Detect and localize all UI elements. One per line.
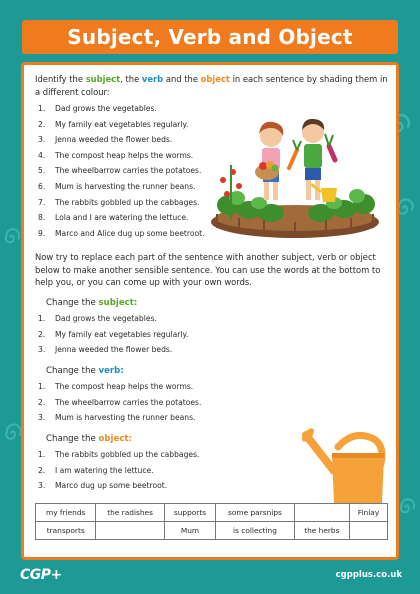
sentence-text: The wheelbarrow carries the potatoes. (55, 397, 202, 407)
footer-url-link[interactable]: cgpplus.co.uk (335, 570, 402, 580)
sentence-text: The compost heap helps the worms. (55, 382, 194, 391)
heading-colon: : (120, 366, 124, 376)
table-row (36, 522, 388, 540)
list-item[interactable] (38, 398, 201, 414)
list-item[interactable] (38, 450, 199, 466)
change-subject-heading (46, 298, 137, 308)
heading-text: Change the (46, 298, 99, 308)
sentence-text: Dad grows the vegetables. (55, 314, 157, 323)
item-number: 5. (38, 166, 46, 176)
list-item[interactable] (38, 182, 205, 198)
word-bank-cell: some parsnips (216, 504, 294, 522)
keyword-object: object (200, 74, 230, 84)
sentence-text: The rabbits gobbled up the cabbages. (55, 197, 200, 207)
word-bank-cell: transports (36, 522, 96, 540)
sentence-text: I am watering the lettuce. (55, 465, 154, 475)
word-bank-cell: my friends (36, 504, 96, 522)
change-verb-heading (46, 366, 124, 376)
sentence-text: Marco and Alice dug up some beetroot. (55, 228, 205, 238)
item-number: 2. (38, 119, 46, 129)
list-item[interactable] (38, 120, 205, 136)
word-bank-cell (349, 522, 387, 540)
item-number: 2. (38, 329, 46, 339)
list-item[interactable] (38, 229, 205, 245)
item-number: 4. (38, 150, 46, 160)
table-row (36, 504, 388, 522)
item-number: 1. (38, 450, 46, 459)
sentence-text: Dad grows the vegetables. (55, 104, 157, 113)
list-item[interactable] (38, 345, 188, 361)
keyword-subject: subject (98, 298, 134, 308)
change-verb-list (38, 382, 201, 429)
sentence-text: Jenna weeded the flower beds. (55, 135, 173, 145)
intro-text: , the (120, 74, 142, 84)
item-number: 2. (38, 465, 46, 475)
item-number: 1. (38, 104, 46, 113)
word-bank-table (35, 503, 388, 540)
list-item[interactable] (38, 166, 205, 182)
list-item[interactable] (38, 382, 201, 398)
list-item[interactable] (38, 330, 188, 346)
word-bank-cell: Finlay (349, 504, 387, 522)
list-item[interactable] (38, 314, 188, 330)
item-number: 7. (38, 197, 46, 207)
sentence-text: Lola and I are watering the lettuce. (55, 213, 189, 223)
heading-text: Change the (46, 434, 99, 444)
item-number: 3. (38, 135, 46, 145)
keyword-verb: verb (141, 74, 164, 84)
intro-instructions (35, 73, 395, 98)
item-number: 6. (38, 181, 46, 191)
item-number: 3. (38, 413, 46, 423)
keyword-object: object (98, 434, 129, 444)
word-bank-cell: supports (164, 504, 215, 522)
sentence-text: Marco dug up some beetroot. (55, 481, 168, 491)
keyword-verb: verb (98, 366, 121, 376)
list-item[interactable] (38, 466, 199, 482)
sentence-text: The compost heap helps the worms. (55, 150, 194, 160)
list-item[interactable] (38, 213, 205, 229)
heading-colon: : (128, 434, 132, 444)
worksheet-panel (21, 62, 399, 560)
list-item[interactable] (38, 135, 205, 151)
sentence-text: Mum is harvesting the runner beans. (55, 181, 196, 191)
sentence-text: My family eat vegetables regularly. (55, 119, 189, 129)
change-subject-list (38, 314, 188, 361)
word-bank-cell (96, 522, 164, 540)
sentence-list (38, 104, 205, 244)
intro-text: and the (163, 74, 201, 84)
intro-text: in each sentence by shading them in a different colour: (35, 74, 388, 97)
word-bank-cell: the herbs (294, 522, 349, 540)
sentence-text: The rabbits gobbled up the cabbages. (55, 450, 200, 459)
change-object-heading (46, 434, 132, 444)
sentence-text: The wheelbarrow carries the potatoes. (55, 166, 202, 176)
word-bank-cell: Mum (164, 522, 215, 540)
item-number: 1. (38, 382, 46, 391)
sentence-text: Jenna weeded the flower beds. (55, 345, 173, 355)
heading-text: Change the (46, 366, 99, 376)
sentence-text: My family eat vegetables regularly. (55, 329, 189, 339)
item-number: 8. (38, 213, 46, 223)
keyword-subject: subject (85, 74, 121, 84)
item-number: 3. (38, 345, 46, 355)
watering-can-icon (302, 427, 398, 503)
list-item[interactable] (38, 481, 199, 497)
heading-colon: : (133, 298, 138, 308)
cgp-logo: CGP+ (20, 567, 62, 583)
intro-text: Identify the (35, 74, 86, 84)
change-object-list (38, 450, 199, 497)
word-bank-cell: is collecting (216, 522, 294, 540)
item-number: 2. (38, 397, 46, 407)
item-number: 3. (38, 481, 46, 491)
list-item[interactable] (38, 413, 201, 429)
list-item[interactable] (38, 104, 205, 120)
garden-children-illustration (209, 110, 381, 240)
title-banner (22, 20, 398, 54)
replace-instructions: Now try to replace each part of the sentence with another subject, verb or object below to make another sensible sentence. You can use the words at the bottom to help you, or you can come up with your own words. (35, 252, 381, 287)
item-number: 9. (38, 228, 46, 238)
list-item[interactable] (38, 151, 205, 167)
list-item[interactable] (38, 198, 205, 214)
word-bank-cell (294, 504, 349, 522)
word-bank-cell: the radishes (96, 504, 164, 522)
item-number: 1. (38, 314, 46, 323)
page-title: Subject, Verb and Object (67, 25, 353, 49)
sentence-text: Mum is harvesting the runner beans. (55, 413, 196, 423)
